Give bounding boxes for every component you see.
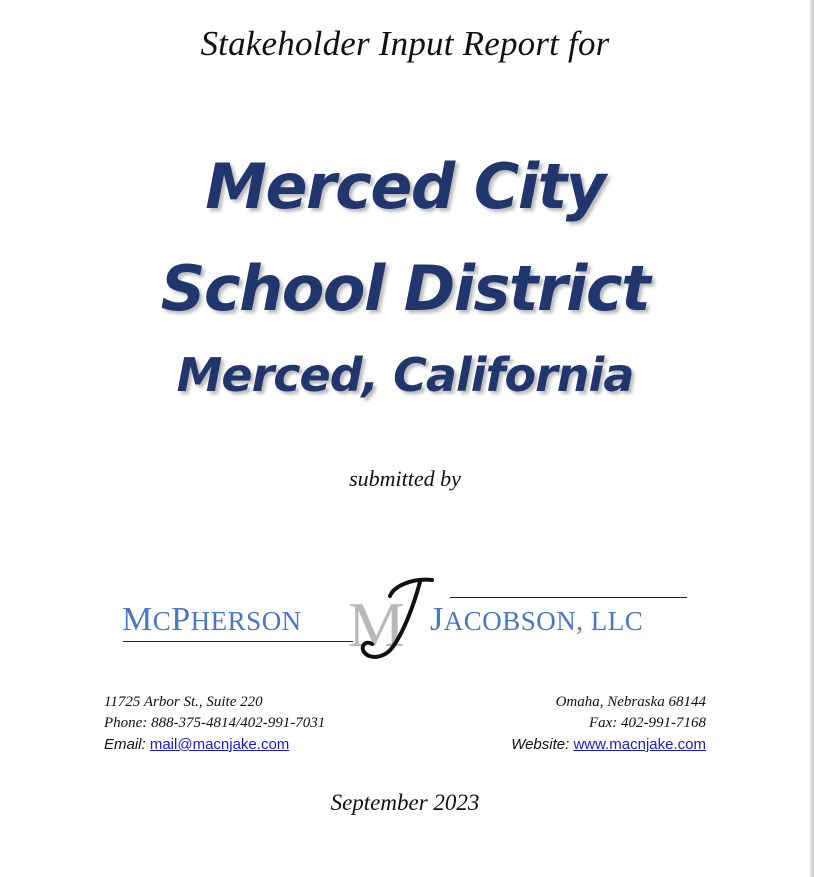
email-line: Email: mail@macnjake.com	[104, 736, 290, 753]
fax-line: Fax: 402-991-7168	[588, 715, 706, 731]
logo-monogram-m: M	[348, 589, 405, 660]
email-link[interactable]: mail@macnjake.com	[149, 736, 290, 753]
city-line: Omaha, Nebraska 68144	[555, 694, 706, 710]
submitted-by-label: submitted by	[349, 466, 461, 491]
contact-block-right	[511, 692, 706, 755]
title-line-district-2: School District	[160, 252, 650, 325]
logo-rule-top	[450, 597, 687, 598]
title-line-location: Merced, California	[176, 348, 634, 402]
report-date: September 2023	[330, 790, 480, 815]
address-line: 11725 Arbor St., Suite 220	[104, 694, 263, 710]
logo-name-jacobson: JACOBSON, LLC	[430, 601, 644, 638]
title-line-district-1: Merced City	[205, 150, 605, 223]
logo-rule-bottom	[123, 641, 353, 642]
website-line: Website: www.macnjake.com	[511, 736, 706, 753]
phone-line: Phone: 888-375-4814/402-991-7031	[104, 715, 326, 731]
report-label: Stakeholder Input Report for	[200, 24, 610, 63]
company-logo	[120, 574, 690, 664]
logo-name-mcpherson: MCPHERSON	[122, 601, 302, 638]
page-edge	[810, 0, 814, 877]
contact-block-left	[104, 692, 325, 755]
logo-monogram-icon	[342, 574, 442, 664]
website-link[interactable]: www.macnjake.com	[573, 736, 706, 753]
